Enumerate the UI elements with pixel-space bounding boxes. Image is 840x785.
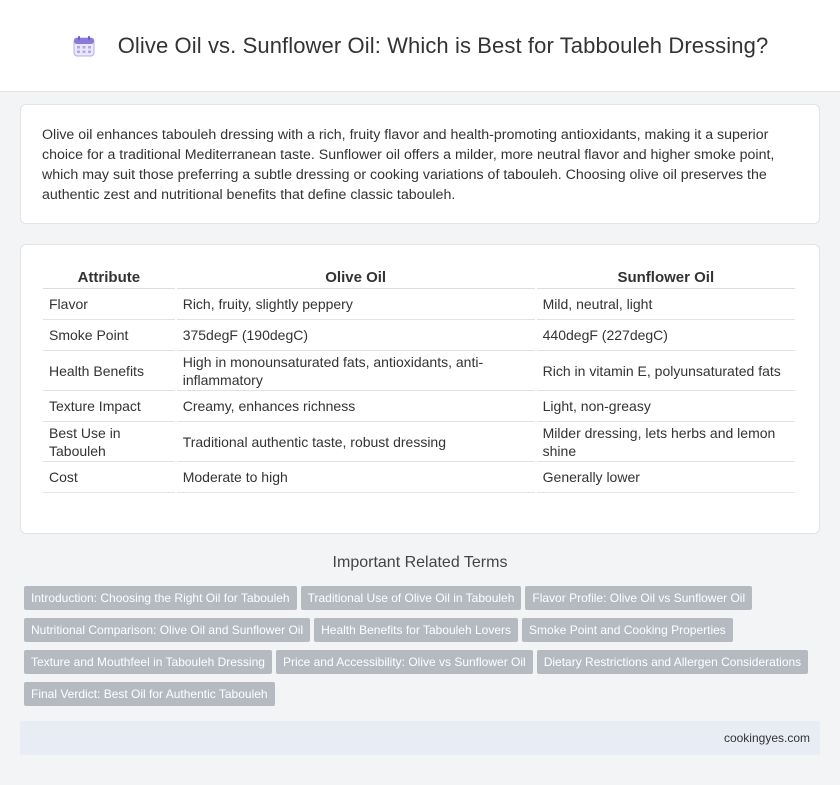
intro-card [20, 104, 820, 224]
related-term-tag[interactable]: Smoke Point and Cooking Properties [522, 618, 733, 642]
cell-sunflower-oil: Rich in vitamin E, polyunsaturated fats [537, 351, 795, 391]
table-row [43, 462, 795, 493]
related-term-tag[interactable]: Nutritional Comparison: Olive Oil and Sunflower Oil [24, 618, 310, 642]
header-sunflower-oil: Sunflower Oil [537, 265, 795, 289]
footer-site-link[interactable]: cookingyes.com [723, 731, 810, 745]
cell-attribute: Cost [43, 462, 175, 493]
intro-text: Olive oil enhances tabouleh dressing with a rich, fruity flavor and health-promoting antioxidants, making it a superior choice for a traditional Mediterranean taste. Sunflower oil offers a milder, more neutral flavor and higher smoke point, which may suit those preferring a subtle dressing or cooking variations of tabouleh. Choosing olive oil preserves the authentic zest and nutritional benefits that define classic tabouleh. [42, 127, 775, 203]
table-row [43, 289, 795, 320]
cell-sunflower-oil: 440degF (227degC) [537, 320, 795, 351]
cell-attribute: Health Benefits [43, 351, 175, 391]
cell-olive-oil: Rich, fruity, slightly peppery [177, 289, 535, 320]
related-term-tag[interactable]: Health Benefits for Tabouleh Lovers [314, 618, 518, 642]
cell-olive-oil: Creamy, enhances richness [177, 391, 535, 422]
related-term-tag[interactable]: Traditional Use of Olive Oil in Tabouleh [301, 586, 522, 610]
footer [20, 721, 820, 755]
related-term-tag[interactable]: Flavor Profile: Olive Oil vs Sunflower Oil [525, 586, 752, 610]
cell-attribute: Best Use in Tabouleh [43, 422, 175, 462]
cell-olive-oil: 375degF (190degC) [177, 320, 535, 351]
comparison-table [41, 265, 797, 493]
table-row [43, 351, 795, 391]
header-attribute: Attribute [43, 265, 175, 289]
cell-sunflower-oil: Mild, neutral, light [537, 289, 795, 320]
cell-attribute: Texture Impact [43, 391, 175, 422]
cell-olive-oil: High in monounsaturated fats, antioxidants, anti-inflammatory [177, 351, 535, 391]
cell-sunflower-oil: Generally lower [537, 462, 795, 493]
table-row [43, 320, 795, 351]
related-terms-title: Important Related Terms [332, 554, 508, 571]
related-terms-list [24, 586, 820, 714]
table-header-row [43, 265, 795, 289]
header-olive-oil: Olive Oil [177, 265, 535, 289]
cell-attribute: Flavor [43, 289, 175, 320]
related-term-tag[interactable]: Dietary Restrictions and Allergen Considerations [537, 650, 808, 674]
cell-olive-oil: Traditional authentic taste, robust dressing [177, 422, 535, 462]
table-row [43, 422, 795, 462]
related-term-tag[interactable]: Introduction: Choosing the Right Oil for Tabouleh [24, 586, 297, 610]
related-term-tag[interactable]: Final Verdict: Best Oil for Authentic Tabouleh [24, 682, 275, 706]
cell-olive-oil: Moderate to high [177, 462, 535, 493]
calendar-icon [72, 34, 96, 58]
comparison-table-card [20, 244, 820, 534]
page-title: Olive Oil vs. Sunflower Oil: Which is Best for Tabbouleh Dressing? [117, 32, 769, 58]
table-row [43, 391, 795, 422]
cell-sunflower-oil: Milder dressing, lets herbs and lemon shine [537, 422, 795, 462]
page-header [0, 0, 840, 92]
related-term-tag[interactable]: Price and Accessibility: Olive vs Sunflower Oil [276, 650, 533, 674]
cell-sunflower-oil: Light, non-greasy [537, 391, 795, 422]
related-term-tag[interactable]: Texture and Mouthfeel in Tabouleh Dressing [24, 650, 272, 674]
cell-attribute: Smoke Point [43, 320, 175, 351]
